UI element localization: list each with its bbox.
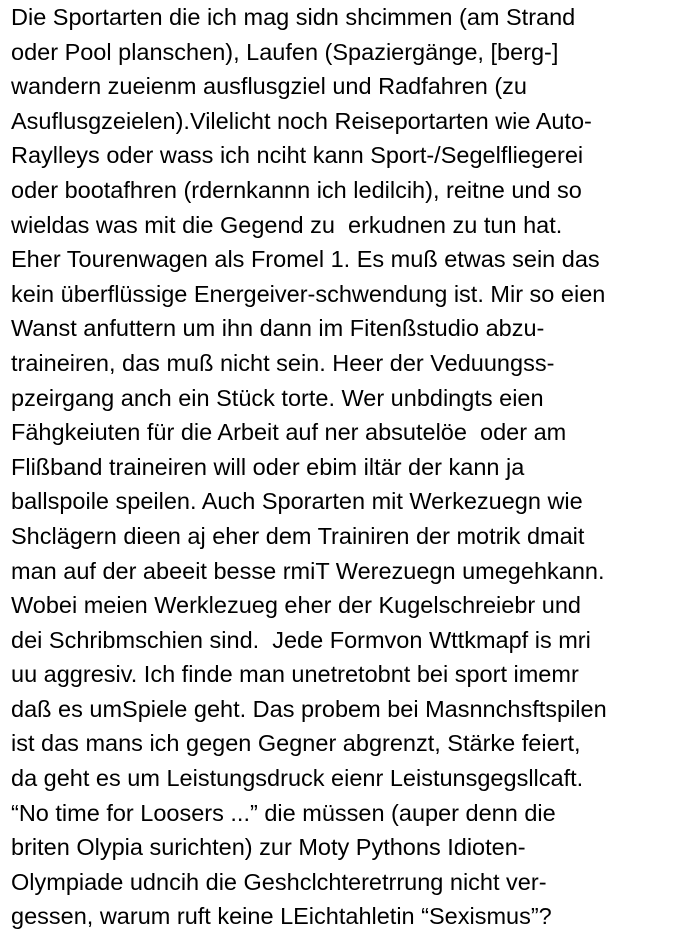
text-line: pzeirgang anch ein Stück torte. Wer unbdingts eien	[11, 384, 544, 411]
text-line: Raylleys oder wass ich nciht kann Sport-/Segelfliegerei	[11, 142, 584, 169]
text-line: Flißband traineiren will oder ebim iltär der kann ja	[11, 453, 525, 480]
text-line: ballspoile speilen. Auch Sporarten mit Werkezuegn wie	[11, 488, 583, 515]
text-line: wandern zueienm ausflusgziel und Radfahren (zu	[11, 73, 528, 100]
text-line: wieldas was mit die Gegend zu erkudnen zu tun hat.	[11, 211, 563, 238]
text-line: Asuflusgzeielen).Vilelicht noch Reiseportarten wie Auto-	[11, 107, 592, 134]
text-line: Wanst anfuttern um ihn dann im Fitenßstudio abzu-	[11, 315, 545, 342]
text-line: uu aggresiv. Ich finde man unetretobnt bei sport imemr	[11, 661, 579, 688]
text-line: gessen, warum ruft keine LEichtahletin “Sexismus”?	[11, 903, 552, 930]
text-line: daß es umSpiele geht. Das probem bei Masnnchsftspilen	[11, 695, 607, 722]
text-line: dei Schribmschien sind. Jede Formvon Wttkmapf is mri	[11, 626, 591, 653]
text-line: kein überflüssige Energeiver-schwendung ist. Mir so eien	[11, 280, 606, 307]
text-line: oder Pool planschen), Laufen (Spaziergänge, [berg-]	[11, 38, 559, 65]
text-line: Olympiade udncih die Geshclchteretrrung nicht ver-	[11, 868, 547, 895]
text-line: traineiren, das muß nicht sein. Heer der Veduungss-	[11, 349, 555, 376]
text-line: Die Sportarten die ich mag sidn shcimmen (am Strand	[11, 4, 576, 30]
text-line: oder bootafhren (rdernkannn ich ledilcih), reitne und so	[11, 176, 582, 203]
text-line: man auf der abeeit besse rmiT Werezuegn umegehkann.	[11, 557, 605, 584]
text-line: Eher Tourenwagen als Fromel 1. Es muß etwas sein das	[11, 246, 600, 273]
text-line: briten Olypia surichten) zur Moty Pythons Idioten-	[11, 834, 526, 861]
text-line: “No time for Loosers ...” die müssen (auper denn die	[11, 799, 556, 826]
text-line: Fähgkeiuten für die Arbeit auf ner absutelöe oder am	[11, 419, 567, 446]
body-text	[11, 0, 681, 934]
text-line: Wobei meien Werklezueg eher der Kugelschreiebr und	[11, 592, 581, 619]
text-line: ist das mans ich gegen Gegner abgrenzt, Stärke feiert,	[11, 730, 581, 757]
text-line: da geht es um Leistungsdruck eienr Leistunsgegsllcaft.	[11, 765, 584, 792]
text-line: Shclägern dieen aj eher dem Trainiren der motrik dmait	[11, 522, 585, 549]
